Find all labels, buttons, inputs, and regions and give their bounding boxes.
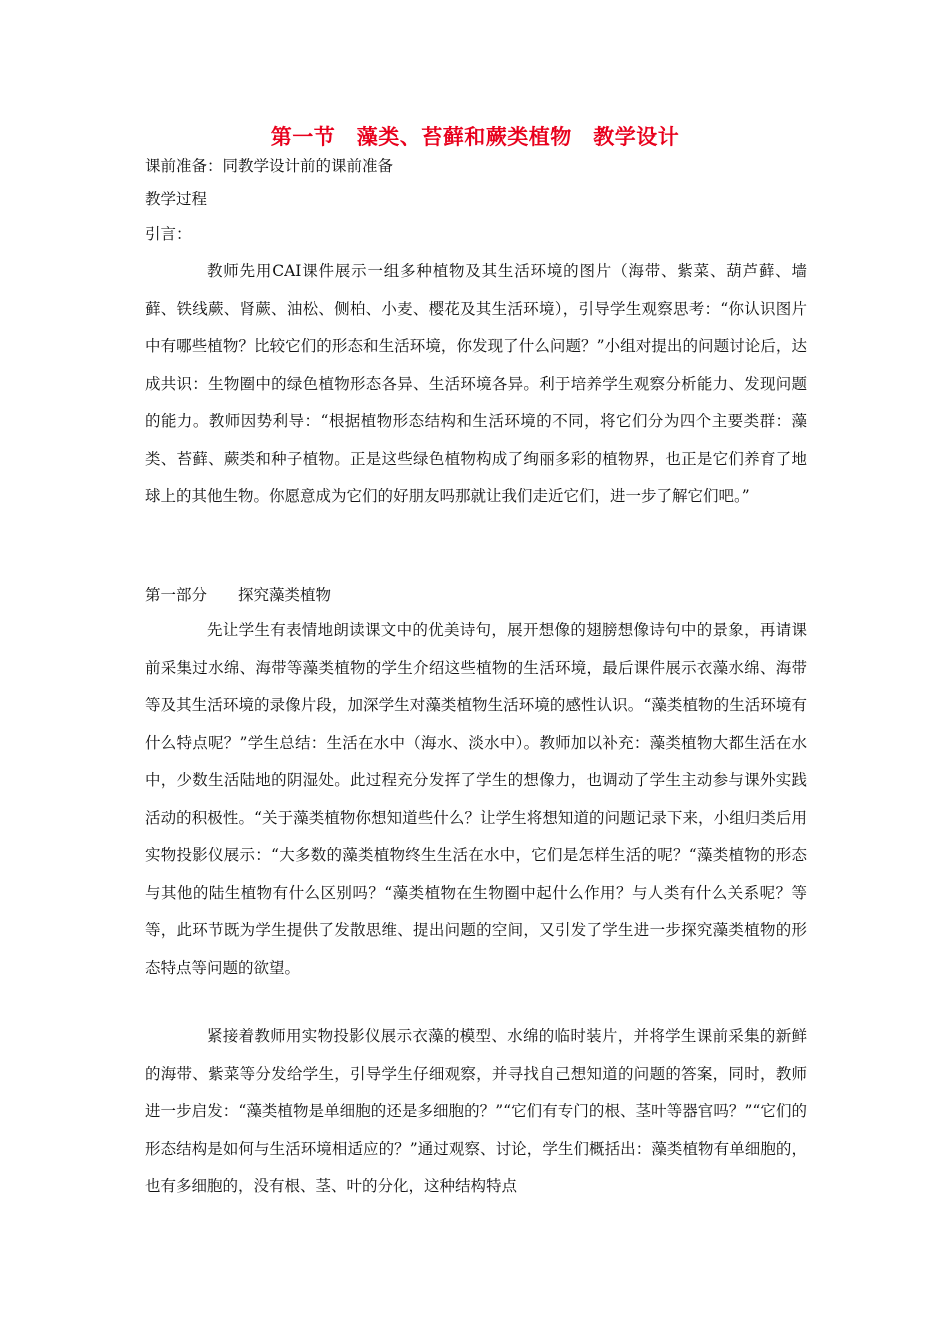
part1-paragraph-1: 先让学生有表情地朗读课文中的优美诗句，展开想像的翅膀想像诗句中的景象，再请课前采集过水绵、海带等藻类植物的学生介绍这些植物的生活环境，最后课件展示衣藻水绵、海带等及其生活环境的录像片段，加深学生对藻类植物生活环境的感性认识。“藻类植物的生活环境有什么特点呢？”学生总结：生活在水中（海水、淡水中）。教师加以补充：藻类植物大都生活在水中，少数生活陆地的阴湿处。此过程充分发挥了学生的想像力，也调动了学生主动参与课外实践活动的积极性。“关于藻类植物你想知道些什么？让学生将想知道的问题记录下来，小组归类后用实物投影仪展示：“大多数的藻类植物终生生活在水中，它们是怎样生活的呢？“藻类植物的形态与其他的陆生植物有什么区别吗？“藻类植物在生物圈中起什么作用？与人类有什么关系呢？等等，此环节既为学生提供了发散思维、提出问题的空间，又引发了学生进一步探究藻类植物的形态特点等问题的欲望。 <box>145 621 807 977</box>
part1-heading: 第一部分 探究藻类植物 <box>145 586 332 604</box>
prep-line: 课前准备：同教学设计前的课前准备 <box>145 157 394 175</box>
intro-paragraph: 教师先用CAI课件展示一组多种植物及其生活环境的图片（海带、紫菜、葫芦藓、墙藓、铁线蕨、肾蕨、油松、侧柏、小麦、樱花及其生活环境），引导学生观察思考：“你认识图片中有哪些植物？比较它们的形态和生活环境，你发现了什么问题？”小组对提出的问题讨论后，达成共识：生物圈中的绿色植物形态各异、生活环境各异。利于培养学生观察分析能力、发现问题的能力。教师因势利导：“根据植物形态结构和生活环境的不同，将它们分为四个主要类群：藻类、苔藓、蕨类和种子植物。正是这些绿色植物构成了绚丽多彩的植物界，也正是它们养育了地球上的其他生物。你愿意成为它们的好朋友吗那就让我们走近它们，进一步了解它们吧。” <box>145 262 807 505</box>
process-heading: 教学过程 <box>145 190 208 208</box>
document-title: 第一节 藻类、苔藓和蕨类植物 教学设计 <box>270 124 680 149</box>
part1-paragraph-2: 紧接着教师用实物投影仪展示衣藻的模型、水绵的临时装片，并将学生课前采集的新鲜的海带、紫菜等分发给学生，引导学生仔细观察，并寻找自己想知道的问题的答案，同时，教师进一步启发：“藻类植物是单细胞的还是多细胞的？”“它们有专门的根、茎叶等器官吗？”“它们的形态结构是如何与生活环境相适应的？”通过观察、讨论，学生们概括出：藻类植物有单细胞的，也有多细胞的，没有根、茎、叶的分化，这种结构特点 <box>145 1027 807 1195</box>
intro-heading: 引言： <box>145 225 192 243</box>
